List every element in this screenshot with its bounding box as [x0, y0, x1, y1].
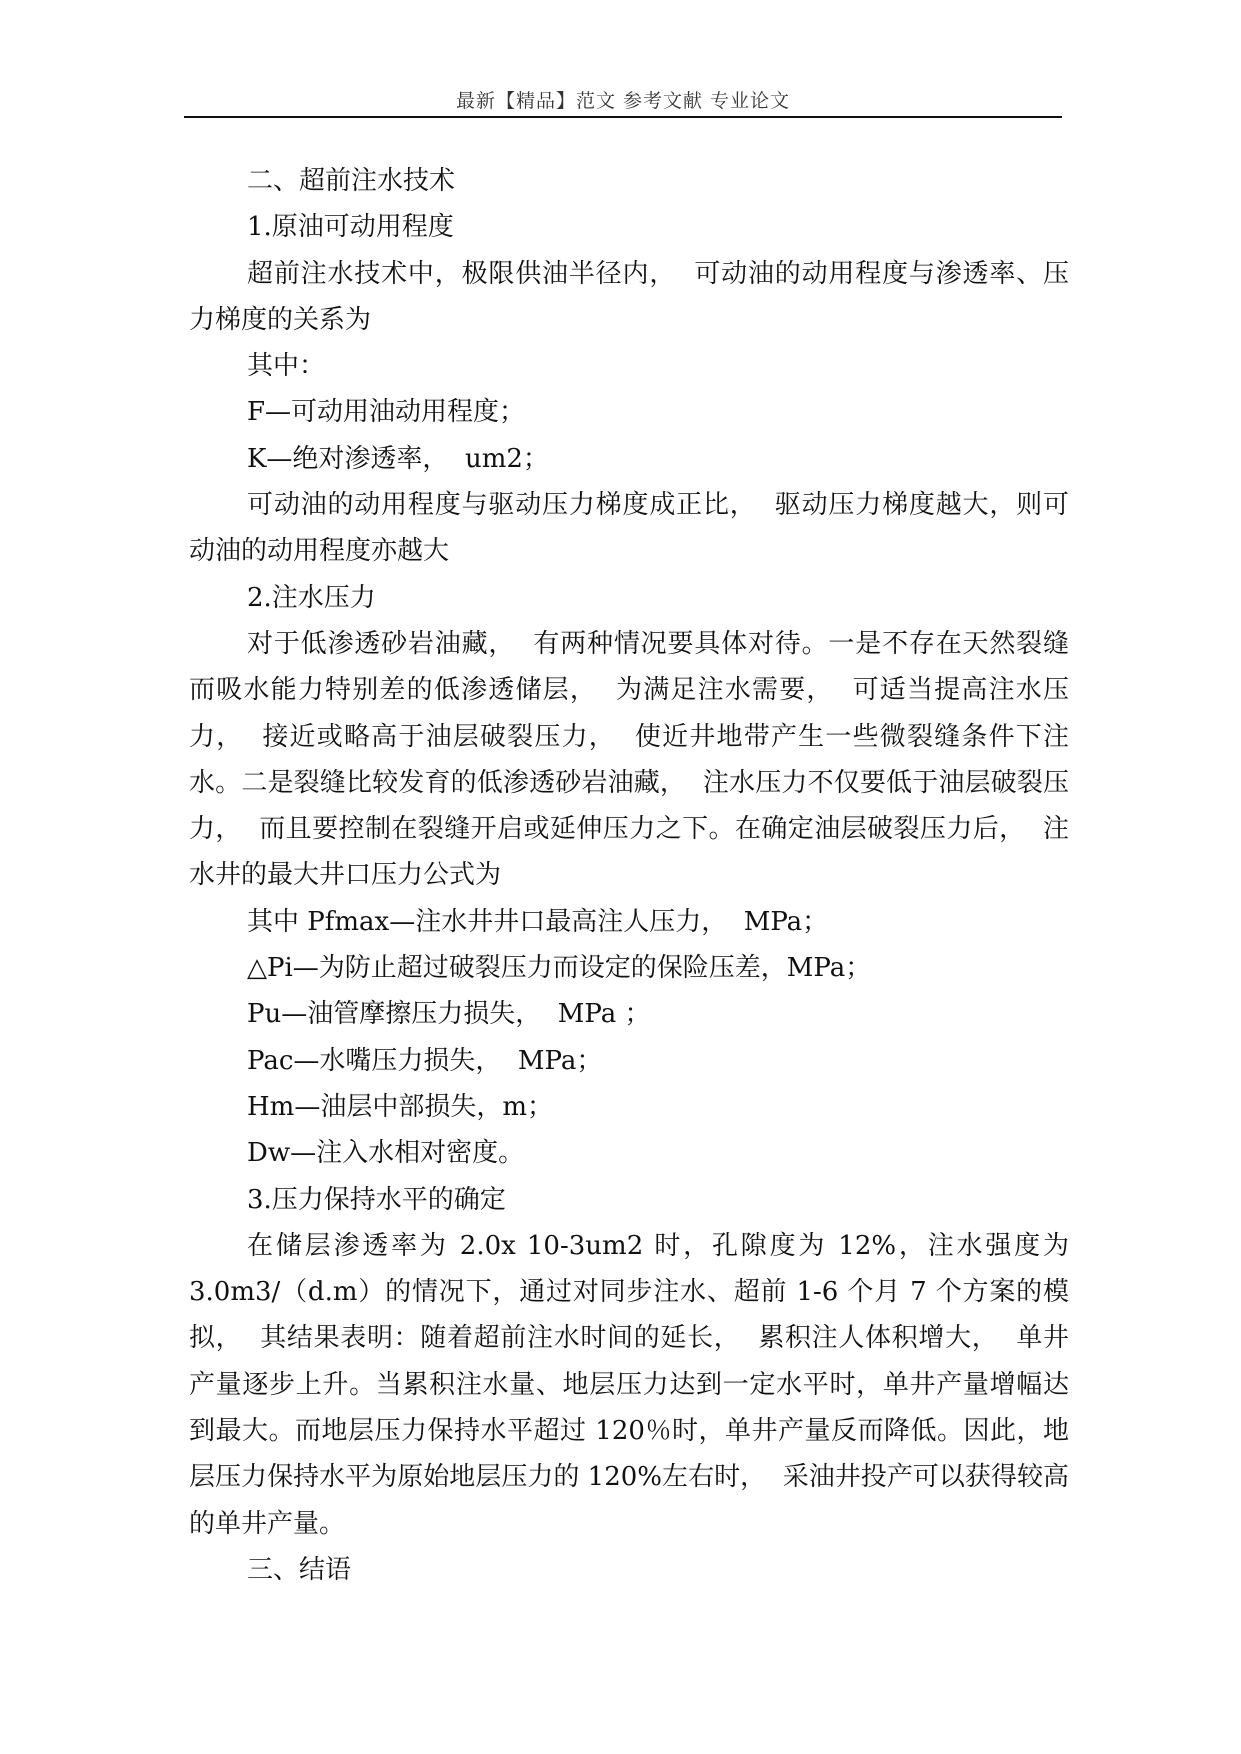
definition-pfmax: 其中 Pfmax—注水井井口最高注人压力， MPa； [247, 906, 829, 937]
page-header: 最新【精品】范文 参考文献 专业论文 [455, 90, 791, 112]
subheading-pressure-level: 3.压力保持水平的确定 [247, 1184, 506, 1215]
subheading-oil-producibility: 1.原油可动用程度 [247, 212, 454, 243]
section-heading-advance-water-injection: 二、超前注水技术 [247, 166, 456, 196]
document-body [189, 158, 1078, 1593]
paragraph-low-permeability: 对于低渗透砂岩油藏， 有两种情况要具体对待。一是不存在天然裂缝而吸水能力特别差的低渗透储层， 为满足注水需要， 可适当提高注水压力， 接近或略高于油层破裂压力， 使近井地带产生一些微裂缝条件下注水。二是裂缝比较发育的低渗透砂岩油藏， 注水压力不仅要低于油层破裂压力， 而且要控制在裂缝开启或延伸压力之下。在确定油层破裂压力后， 注水井的最大井口压力公式为 [189, 628, 1069, 891]
paragraph-pressure-gradient: 可动油的动用程度与驱动压力梯度成正比， 驱动压力梯度越大，则可动油的动用程度亦越大 [189, 490, 1069, 567]
paragraph-producibility-relation: 超前注水技术中，极限供油半径内， 可动油的动用程度与渗透率、压力梯度的关系为 [189, 258, 1069, 335]
definition-pu: Pu—油管摩擦压力损失， MPa ； [247, 999, 651, 1030]
where-label: 其中： [247, 351, 326, 382]
definition-dw: Dw—注入水相对密度。 [247, 1138, 525, 1169]
definition-hm: Hm—油层中部损失，m； [247, 1091, 553, 1122]
definition-f: F—可动用油动用程度； [247, 397, 526, 428]
definition-delta-pi: △Pi—为防止超过破裂压力而设定的保险压差，MPa； [247, 953, 872, 984]
definition-pac: Pac—水嘴压力损失， MPa； [247, 1045, 603, 1076]
paragraph-simulation-results: 在储层渗透率为 2.0x 10-3um2 时，孔隙度为 12%，注水强度为 3.0m3/（d.m）的情况下，通过对同步注水、超前 1-6 个月 7 个方案的模拟， 其结果表明：随着超前注水时间的延长， 累积注人体积增大， 单井产量逐步上升。当累积注水量、地层压力达到一定水平时，单井产量增幅达到最大。而地层压力保持水平超过 120％时，单井产量反而降低。因此，地层压力保持水平为原始地层压力的 120%左右时， 采油井投产可以获得较高的单井产量。 [189, 1230, 1078, 1539]
subheading-injection-pressure: 2.注水压力 [247, 582, 376, 613]
header-divider [184, 116, 1062, 118]
section-heading-conclusion: 三、结语 [247, 1554, 352, 1585]
definition-k: K—绝对渗透率， um2； [247, 443, 549, 474]
